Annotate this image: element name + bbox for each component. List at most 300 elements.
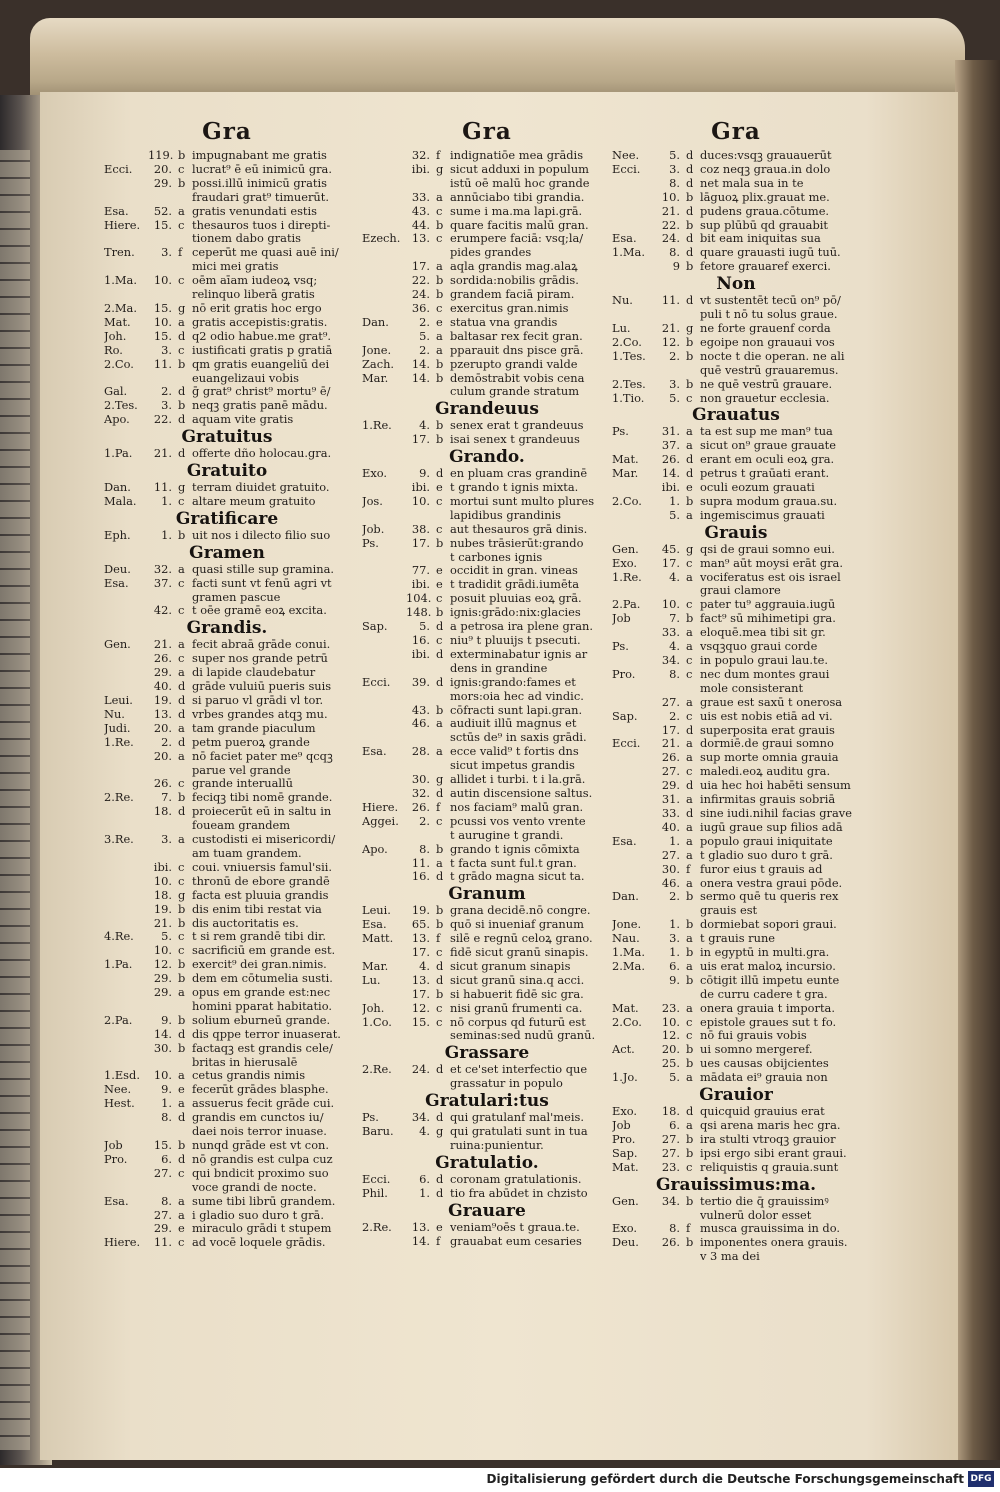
citation-chapter: 26. <box>661 751 680 765</box>
citation-chapter: 24. <box>411 1063 430 1077</box>
citation-letter: c <box>178 652 185 666</box>
citation-chapter: 10. <box>153 315 172 329</box>
citation-letter: b <box>178 902 186 916</box>
entry-text: thesauros tuos i direpti- <box>192 218 331 232</box>
citation-chapter: 19. <box>411 904 430 918</box>
citation-chapter: 36. <box>411 301 430 315</box>
index-entry <box>362 857 612 871</box>
index-entry <box>362 344 612 358</box>
index-entry <box>104 260 350 274</box>
entry-text: thronū de ebore grandē <box>192 874 330 888</box>
citation-book: 1.Pa. <box>104 447 133 461</box>
citation-chapter: 26. <box>153 652 172 666</box>
entry-text: in populo graui lau.te. <box>700 654 828 667</box>
citation-chapter: 21. <box>153 447 172 461</box>
citation-chapter: 5. <box>161 930 172 944</box>
index-entry <box>104 680 350 694</box>
citation-letter: c <box>178 343 185 357</box>
citation-chapter: 33. <box>661 626 680 640</box>
index-entry <box>362 219 612 233</box>
entry-text: lāguoꝝ plix.grauat me. <box>700 190 830 204</box>
citation-book: 1.Tio. <box>612 391 645 405</box>
entry-text: seminas:sed nudū granū. <box>450 1029 596 1043</box>
citation-chapter <box>406 662 436 676</box>
citation-letter <box>686 308 700 322</box>
entry-text: foueam grandem <box>192 819 291 833</box>
index-entry <box>612 557 860 571</box>
citation-letter: a <box>436 260 443 274</box>
citation-book <box>362 149 406 163</box>
index-entry <box>612 1222 860 1236</box>
citation-letter: a <box>686 820 693 834</box>
entry-text: nō corpus qd futurū est <box>450 1015 586 1029</box>
citation-chapter: 26. <box>661 1236 680 1250</box>
index-entry <box>612 425 860 439</box>
citation-chapter: 30. <box>411 773 430 787</box>
entry-text: factaqꝫ est grandis cele/ <box>192 1041 333 1055</box>
citation-book <box>362 260 406 274</box>
index-entry <box>362 592 612 606</box>
index-entry <box>362 316 612 330</box>
citation-letter: b <box>686 1146 694 1160</box>
entry-heading: Grauissimus:ma. <box>655 1174 817 1195</box>
citation-letter: b <box>178 357 186 371</box>
column-body <box>612 149 860 1264</box>
citation-letter: d <box>686 294 694 308</box>
citation-letter: d <box>686 162 694 176</box>
entry-text: culum grande stratum <box>450 385 580 399</box>
index-entry <box>612 571 860 585</box>
citation-chapter: 1. <box>669 834 680 848</box>
citation-letter: d <box>436 973 444 987</box>
entry-text: puli t nō tu solus graue. <box>700 308 838 322</box>
citation-chapter: 14. <box>661 467 680 481</box>
index-entry <box>362 1125 612 1139</box>
index-entry <box>104 1195 350 1209</box>
citation-chapter: 8. <box>669 176 680 190</box>
citation-book <box>104 1000 148 1014</box>
citation-book <box>612 974 656 988</box>
entry-heading: Non <box>716 274 756 295</box>
index-entry <box>104 163 350 177</box>
citation-chapter: 2. <box>419 343 430 357</box>
index-entry <box>362 551 612 565</box>
citation-chapter <box>148 1125 178 1139</box>
citation-chapter: 27. <box>661 765 680 779</box>
index-entry <box>104 652 350 666</box>
entry-text: euangelizaui vobis <box>192 371 299 385</box>
index-entry <box>104 399 350 413</box>
citation-chapter <box>406 690 436 704</box>
citation-chapter: 3. <box>161 833 172 847</box>
entry-text: impugnabant me gratis <box>192 149 327 162</box>
index-entry <box>612 1057 860 1071</box>
citation-book: Mat. <box>104 315 131 329</box>
index-entry <box>362 717 612 731</box>
entry-text: t grādo magna sicut ta. <box>450 870 585 884</box>
index-entry <box>104 274 350 288</box>
citation-letter <box>686 1250 700 1264</box>
entry-text: en pluam cras grandinē <box>450 467 588 481</box>
citation-chapter: 20. <box>153 749 172 763</box>
entry-text: supra modum graua.su. <box>700 494 838 508</box>
citation-chapter: 148. <box>406 606 432 620</box>
entry-text: sicut on⁹ graue grauate <box>700 439 836 453</box>
citation-chapter: 10. <box>661 598 680 612</box>
entry-text: mādata ei⁹ grauia non <box>700 1071 828 1085</box>
citation-chapter: 10. <box>661 190 680 204</box>
citation-book <box>104 372 148 386</box>
entry-text: statua vna grandis <box>450 315 558 329</box>
citation-book: Esa. <box>104 204 129 218</box>
index-entry <box>612 682 860 696</box>
citation-book <box>104 149 148 163</box>
citation-chapter: 19. <box>153 902 172 916</box>
citation-letter: d <box>436 1063 444 1077</box>
index-entry <box>362 419 612 433</box>
index-entry <box>104 1028 350 1042</box>
index-entry <box>104 1125 350 1139</box>
citation-book: Esa. <box>612 232 637 246</box>
index-entry <box>104 833 350 847</box>
entry-text: ipsi ergo sibi erant graui. <box>700 1146 847 1160</box>
entry-heading: Grauare <box>448 1200 526 1221</box>
entry-text: facti sunt vt fenū agri vt <box>192 576 332 590</box>
entry-heading: Grauior <box>699 1085 773 1106</box>
index-entry <box>362 232 612 246</box>
index-entry <box>104 577 350 591</box>
index-entry <box>362 564 612 578</box>
entry-text: nō grandis est culpa cuz <box>192 1152 333 1166</box>
citation-chapter: 45. <box>661 542 680 556</box>
entry-text: cōfracti sunt lapi.gran. <box>450 703 583 717</box>
index-entry <box>104 764 350 778</box>
citation-letter <box>178 232 192 246</box>
citation-letter: c <box>686 1029 693 1043</box>
entry-text: offerte dño holocau.gra. <box>192 447 332 461</box>
citation-letter: d <box>178 413 186 427</box>
citation-chapter: 9. <box>161 1083 172 1097</box>
entry-text: non grauetur ecclesia. <box>700 391 830 405</box>
index-entry <box>104 1083 350 1097</box>
citation-chapter: 7. <box>161 791 172 805</box>
citation-chapter: 1. <box>669 494 680 508</box>
citation-chapter: 14. <box>411 357 430 371</box>
entry-text: isai senex t grandeuus <box>450 433 580 447</box>
citation-book <box>104 764 148 778</box>
index-entry <box>612 612 860 626</box>
citation-book <box>362 433 406 447</box>
citation-chapter: 5. <box>419 329 430 343</box>
citation-letter: d <box>686 453 694 467</box>
index-entry <box>362 177 612 191</box>
citation-book: Esa. <box>362 745 387 759</box>
index-entry <box>362 946 612 960</box>
entry-text: t carbones ignis <box>450 550 543 564</box>
citation-book <box>104 604 148 618</box>
index-entry <box>104 288 350 302</box>
entry-text: solium eburneū grande. <box>192 1013 331 1027</box>
citation-letter: d <box>178 694 186 707</box>
index-entry <box>104 1111 350 1125</box>
entry-text: uit nos i dilecto filio suo <box>192 528 331 542</box>
citation-book <box>612 1029 656 1043</box>
entry-text: coronam gratulationis. <box>450 1172 582 1186</box>
index-entry <box>362 1173 612 1187</box>
citation-letter: a <box>686 626 693 640</box>
citation-chapter: 18. <box>153 805 172 819</box>
citation-chapter <box>406 759 436 773</box>
citation-book: Sap. <box>612 709 638 723</box>
entry-text: t grando t ignis mixta. <box>450 481 579 495</box>
citation-book <box>362 481 406 495</box>
citation-book <box>362 1235 406 1249</box>
citation-chapter: 9 <box>672 260 680 274</box>
citation-chapter: 21. <box>153 916 172 930</box>
citation-letter: a <box>436 190 443 204</box>
citation-book <box>362 717 406 731</box>
citation-chapter: 15. <box>153 301 172 315</box>
index-entry <box>104 986 350 1000</box>
citation-book <box>362 509 406 523</box>
entry-text: sordida:nobilis grādis. <box>450 274 579 288</box>
citation-book <box>612 696 656 710</box>
index-entry <box>104 1139 350 1153</box>
index-entry <box>104 875 350 889</box>
citation-book <box>612 654 656 668</box>
citation-chapter: 33. <box>661 806 680 820</box>
index-entry <box>104 1222 350 1236</box>
citation-chapter <box>656 584 686 598</box>
index-entry <box>612 737 860 751</box>
index-entry <box>362 606 612 620</box>
citation-chapter: 26. <box>661 453 680 467</box>
citation-book: Nee. <box>104 1083 132 1097</box>
index-entry <box>362 1002 612 1016</box>
index-entry <box>104 191 350 205</box>
entry-text: nocte t die operan. ne ali <box>700 349 845 363</box>
citation-book: Exo. <box>612 1105 638 1119</box>
index-entry <box>612 149 860 163</box>
citation-chapter: 21. <box>661 321 680 335</box>
index-entry <box>612 1133 860 1147</box>
entry-text: grando t ignis cōmixta <box>450 842 580 856</box>
entry-text: cetus grandis nimis <box>192 1069 306 1083</box>
index-entry <box>362 648 612 662</box>
entry-text: sup morte omnia grauia <box>700 751 839 765</box>
citation-book: Pro. <box>612 667 636 681</box>
entry-text: neqꝫ gratis panē mādu. <box>192 399 328 413</box>
citation-chapter <box>148 191 178 205</box>
entry-text: sicut adduxi in populum <box>450 162 589 176</box>
citation-chapter: 23. <box>661 1001 680 1015</box>
index-entry <box>362 274 612 288</box>
citation-chapter: 11. <box>153 357 172 371</box>
citation-book <box>104 652 148 666</box>
citation-book <box>612 308 656 322</box>
entry-text: populo graui iniquitate <box>700 834 833 848</box>
entry-text: sume tibi librū grandem. <box>192 1194 336 1208</box>
citation-book: Mat. <box>612 1160 639 1174</box>
index-entry <box>104 791 350 805</box>
citation-letter: e <box>178 1083 185 1097</box>
entry-text: iustificati gratis p gratiā <box>192 343 333 357</box>
citation-chapter: 27. <box>153 1166 172 1180</box>
entry-text: istū oē malū hoc grande <box>450 176 590 190</box>
citation-letter: e <box>436 481 443 495</box>
index-entry <box>104 847 350 861</box>
citation-letter <box>436 1077 450 1091</box>
citation-book <box>362 634 406 648</box>
citation-letter: d <box>686 779 694 793</box>
citation-chapter <box>406 1077 436 1091</box>
index-entry <box>104 903 350 917</box>
index-column-left <box>104 118 350 1250</box>
citation-letter: d <box>436 467 444 481</box>
entry-text: ui somno mergeref. <box>700 1043 813 1057</box>
index-entry <box>612 177 860 191</box>
index-entry <box>104 413 350 427</box>
index-entry <box>362 302 612 316</box>
entry-text: egoipe non grauaui vos <box>700 335 835 349</box>
citation-chapter: ibi. <box>411 162 430 176</box>
entry-text: mole consisterant <box>700 681 804 695</box>
citation-book <box>104 986 148 1000</box>
entry-text: si paruo vl grādi vl tor. <box>192 694 324 707</box>
index-entry <box>362 191 612 205</box>
citation-letter: c <box>686 709 693 723</box>
index-entry <box>612 1119 860 1133</box>
citation-letter: d <box>178 1027 186 1041</box>
citation-book <box>362 662 406 676</box>
citation-chapter: 13. <box>411 232 430 246</box>
citation-book: Dan. <box>362 315 389 329</box>
citation-letter: b <box>178 972 186 986</box>
citation-letter: b <box>686 1057 694 1071</box>
citation-book <box>362 330 406 344</box>
citation-book: Jone. <box>362 343 392 357</box>
index-entry <box>362 843 612 857</box>
left-page-text-strip <box>0 150 30 1450</box>
citation-letter: c <box>686 556 693 570</box>
entry-text: nec dum montes graui <box>700 667 830 681</box>
citation-letter: d <box>178 1152 186 1166</box>
citation-chapter: 34. <box>661 1194 680 1208</box>
citation-letter: d <box>178 735 186 749</box>
citation-letter <box>436 662 450 676</box>
citation-letter: a <box>686 425 693 439</box>
citation-book <box>362 274 406 288</box>
entry-text: man⁹ aūt moysi erāt gra. <box>700 556 843 570</box>
entry-text: dens in grandine <box>450 661 548 675</box>
index-entry <box>362 704 612 718</box>
index-entry <box>362 467 612 481</box>
citation-book: Job <box>612 1119 631 1132</box>
index-entry <box>362 1029 612 1043</box>
citation-chapter: 4. <box>669 640 680 654</box>
citation-letter <box>178 1125 192 1139</box>
entry-text: ignis:grādo:nix:glacies <box>450 606 581 620</box>
index-entry <box>104 1167 350 1181</box>
citation-book: 2.Co. <box>612 494 642 508</box>
citation-chapter: 2. <box>419 814 430 828</box>
citation-chapter: 3. <box>161 246 172 260</box>
entry-text: quē vestrū grauaremus. <box>700 363 839 377</box>
index-entry <box>362 801 612 815</box>
citation-letter: b <box>686 890 694 904</box>
citation-book: Exo. <box>362 467 388 481</box>
index-entry <box>104 861 350 875</box>
index-entry <box>612 1105 860 1119</box>
entry-text: gratis venundati estis <box>192 204 317 218</box>
entry-text: audiuit illū magnus et <box>450 717 577 731</box>
citation-book <box>362 946 406 960</box>
index-entry <box>104 805 350 819</box>
entry-text: miraculo grādi t stupem <box>192 1222 332 1236</box>
index-entry <box>612 1161 860 1175</box>
index-entry <box>104 591 350 605</box>
citation-book: Leui. <box>104 694 133 707</box>
citation-letter: d <box>436 647 444 661</box>
citation-chapter: 7. <box>669 612 680 626</box>
citation-book: Pro. <box>104 1152 128 1166</box>
entry-text: qui bndicit proximo suo <box>192 1166 329 1180</box>
index-entry <box>612 988 860 1002</box>
citation-chapter: 8. <box>161 1111 172 1125</box>
citation-chapter: 6. <box>669 1119 680 1132</box>
citation-letter: c <box>436 814 443 828</box>
citation-chapter: 77. <box>411 564 430 578</box>
index-entry <box>362 1111 612 1125</box>
citation-letter: e <box>436 564 443 578</box>
citation-letter: d <box>178 680 186 694</box>
citation-letter: a <box>686 959 693 973</box>
citation-chapter: 17. <box>411 433 430 447</box>
entry-heading: Gratulari:tus <box>425 1091 549 1112</box>
citation-letter: a <box>436 745 443 759</box>
citation-book: 1.Ma. <box>104 274 137 288</box>
index-entry <box>362 634 612 648</box>
citation-chapter: 21. <box>661 737 680 751</box>
index-entry <box>612 668 860 682</box>
citation-book <box>362 177 406 191</box>
citation-book <box>362 592 406 606</box>
index-entry <box>362 773 612 787</box>
entry-text: annūciabo tibi grandia. <box>450 190 585 204</box>
citation-chapter: 25. <box>661 1057 680 1071</box>
citation-book <box>362 857 406 871</box>
citation-chapter: 10. <box>661 1015 680 1029</box>
citation-book <box>612 779 656 793</box>
entry-text: grandis em cunctos iu/ <box>192 1111 324 1125</box>
entry-text: quare grauasti iugū tuū. <box>700 246 841 260</box>
citation-letter: c <box>686 1160 693 1174</box>
index-entry <box>104 666 350 680</box>
citation-book: Deu. <box>104 562 131 576</box>
entry-text: superposita erat grauis <box>700 723 835 737</box>
citation-book <box>362 606 406 620</box>
entry-text: graui clamore <box>700 584 781 598</box>
entry-text: v 3 ma dei <box>700 1250 760 1264</box>
citation-chapter: 42. <box>153 604 172 618</box>
entry-text: vulnerū dolor esset <box>700 1208 812 1222</box>
citation-chapter: 4. <box>419 419 430 433</box>
citation-book: Ps. <box>362 1111 379 1125</box>
citation-letter: b <box>436 842 444 856</box>
citation-book <box>612 626 656 640</box>
entry-text: iugū graue sup filios adā <box>700 820 843 834</box>
entry-text: exterminabatur ignis ar <box>450 647 588 661</box>
